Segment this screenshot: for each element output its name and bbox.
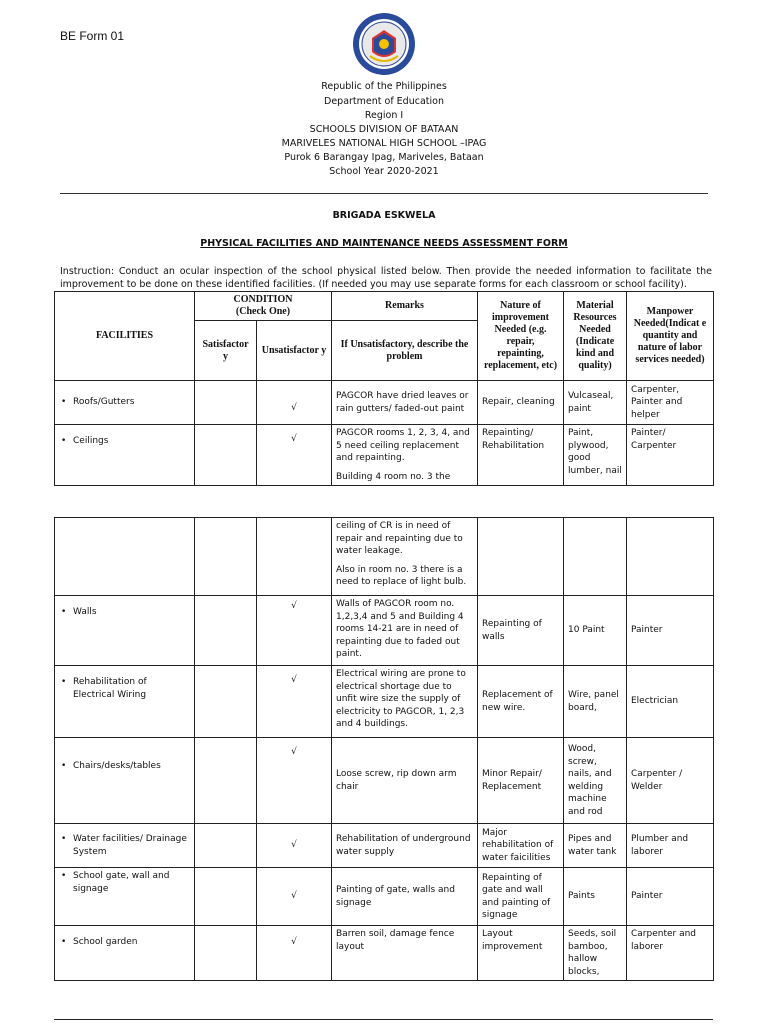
assessment-table-1 xyxy=(54,291,714,486)
nature-cell: Layout improvement xyxy=(478,926,564,981)
table-row xyxy=(55,868,714,926)
nature-cell: Minor Repair/ Replacement xyxy=(478,738,564,824)
satisfactory-cell xyxy=(195,824,257,868)
manpower-cell: Electrician xyxy=(627,666,714,738)
material-cell: Wood, screw, nails, and welding machine and rod xyxy=(564,738,627,824)
col-condition-sub: (Check One) xyxy=(235,306,291,317)
facility-cell: • Ceilings xyxy=(55,425,195,486)
material-cell: 10 Paint xyxy=(564,596,627,666)
facility-cell: • Water facilities/ Drainage System xyxy=(55,824,195,868)
satisfactory-cell xyxy=(195,425,257,486)
remarks-text: ceiling of CR is in need of repair and repainting due to water leakage. xyxy=(336,521,463,556)
facility-cell: • Rehabilitation of Electrical Wiring xyxy=(55,666,195,738)
table-row xyxy=(55,666,714,738)
col-condition xyxy=(195,292,332,321)
facility-cell: • Roofs/Gutters xyxy=(55,381,195,425)
deped-seal-logo xyxy=(352,12,416,76)
manpower-cell: Carpenter / Welder xyxy=(627,738,714,824)
unsatisfactory-check: √ xyxy=(257,926,332,981)
next-table-edge xyxy=(54,1019,713,1026)
col-remarks: Remarks xyxy=(332,292,478,321)
manpower-cell: Carpenter and laborer xyxy=(627,926,714,981)
satisfactory-cell xyxy=(195,518,257,596)
material-cell: Pipes and water tank xyxy=(564,824,627,868)
unsatisfactory-check: √ xyxy=(257,738,332,824)
unsatisfactory-check: √ xyxy=(257,824,332,868)
unsatisfactory-check: √ xyxy=(257,868,332,926)
header-divider xyxy=(60,193,708,194)
col-manpower: Manpower Needed(Indicat e quantity and nature of labor services needed) xyxy=(627,292,714,381)
manpower-cell xyxy=(627,518,714,596)
manpower-cell: Plumber and laborer xyxy=(627,824,714,868)
unsatisfactory-check: √ xyxy=(257,666,332,738)
table-row xyxy=(55,738,714,824)
facility-cell: • Walls xyxy=(55,596,195,666)
col-unsatisfactory: Unsatisfactor y xyxy=(257,321,332,381)
header-department: Department of Education xyxy=(324,96,444,107)
table-row xyxy=(55,518,714,596)
satisfactory-cell xyxy=(195,926,257,981)
remarks-cell: Electrical wiring are prone to electrical shortage due to unfit wire size the supply of electricity to PAGCOR, 1, 2,3 and 4 buildings. xyxy=(332,666,478,738)
satisfactory-cell xyxy=(195,666,257,738)
remarks-cell xyxy=(332,425,478,486)
table-row xyxy=(55,926,714,981)
table-row xyxy=(55,425,714,486)
facility-cell: • School gate, wall and signage xyxy=(55,868,195,926)
nature-cell: Repainting of walls xyxy=(478,596,564,666)
header-school-year: School Year 2020-2021 xyxy=(329,166,439,177)
material-cell: Seeds, soil bamboo, hallow blocks, xyxy=(564,926,627,981)
nature-cell: Repainting of gate and wall and painting of signage xyxy=(478,868,564,926)
facility-cell: • School garden xyxy=(55,926,195,981)
table-row xyxy=(55,596,714,666)
unsatisfactory-cell xyxy=(257,518,332,596)
material-cell xyxy=(564,518,627,596)
nature-cell: Major rehabilitation of water faicilities xyxy=(478,824,564,868)
manpower-cell: Painter/ Carpenter xyxy=(627,425,714,486)
nature-cell: Repainting/ Rehabilitation xyxy=(478,425,564,486)
remarks-cell: Barren soil, damage fence layout xyxy=(332,926,478,981)
instruction-text: Instruction: Conduct an ocular inspection of the school physical listed below. Then provide the needed information to facilitate the improvement to be done on these identified facilities. (If needed you may use separate forms for each classroom or school facility). xyxy=(60,266,712,290)
remarks-text: PAGCOR rooms 1, 2, 3, 4, and 5 need ceiling replacement and repainting. xyxy=(336,428,470,463)
remarks-cell: Walls of PAGCOR room no. 1,2,3,4 and 5 and Building 4 rooms 14-21 are in need of repainting due to faded out paint. xyxy=(332,596,478,666)
satisfactory-cell xyxy=(195,738,257,824)
header-division: SCHOOLS DIVISION OF BATAAN xyxy=(309,124,459,135)
table-row xyxy=(55,381,714,425)
remarks-cell xyxy=(332,518,478,596)
remarks-text-2: Also in room no. 3 there is a need to replace of light bulb. xyxy=(336,564,467,587)
header-republic: Republic of the Philippines xyxy=(321,81,447,92)
facility-cell: • Chairs/desks/tables xyxy=(55,738,195,824)
unsatisfactory-check: √ xyxy=(257,596,332,666)
nature-cell: Replacement of new wire. xyxy=(478,666,564,738)
header-address: Purok 6 Barangay Ipag, Mariveles, Bataan xyxy=(284,152,484,163)
form-title: BRIGADA ESKWELA xyxy=(332,210,436,221)
satisfactory-cell xyxy=(195,596,257,666)
material-cell: Paint, plywood, good lumber, nail xyxy=(564,425,627,486)
form-subtitle: PHYSICAL FACILITIES AND MAINTENANCE NEEDS ASSESSMENT FORM xyxy=(200,238,568,249)
form-number: BE Form 01 xyxy=(60,29,125,43)
remarks-cell: Painting of gate, walls and signage xyxy=(332,868,478,926)
col-satisfactory: Satisfactor y xyxy=(195,321,257,381)
header-school: MARIVELES NATIONAL HIGH SCHOOL –IPAG xyxy=(281,138,487,149)
material-cell: Wire, panel board, xyxy=(564,666,627,738)
col-material: Material Resources Needed (Indicate kind and quality) xyxy=(564,292,627,381)
manpower-cell: Carpenter, Painter and helper xyxy=(627,381,714,425)
remarks-cell: Loose screw, rip down arm chair xyxy=(332,738,478,824)
col-facilities: FACILITIES xyxy=(55,292,195,381)
manpower-cell: Painter xyxy=(627,596,714,666)
remarks-cell: PAGCOR have dried leaves or rain gutters/ faded-out paint xyxy=(332,381,478,425)
facility-cell xyxy=(55,518,195,596)
table-row xyxy=(55,824,714,868)
nature-cell: Repair, cleaning xyxy=(478,381,564,425)
assessment-table-2 xyxy=(54,517,714,981)
satisfactory-cell xyxy=(195,868,257,926)
material-cell: Paints xyxy=(564,868,627,926)
col-condition-label: CONDITION xyxy=(233,294,293,305)
unsatisfactory-check: √ xyxy=(257,381,332,425)
header-region: Region I xyxy=(364,110,404,121)
col-nature: Nature of improvement Needed (e.g. repair, repainting, replacement, etc) xyxy=(478,292,564,381)
col-remarks-sub: If Unsatisfactory, describe the problem xyxy=(332,321,478,381)
material-cell: Vulcaseal, paint xyxy=(564,381,627,425)
remarks-text-2: Building 4 room no. 3 the xyxy=(336,471,451,482)
remarks-cell: Rehabilitation of underground water supply xyxy=(332,824,478,868)
nature-cell xyxy=(478,518,564,596)
unsatisfactory-check: √ xyxy=(257,425,332,486)
satisfactory-cell xyxy=(195,381,257,425)
manpower-cell: Painter xyxy=(627,868,714,926)
